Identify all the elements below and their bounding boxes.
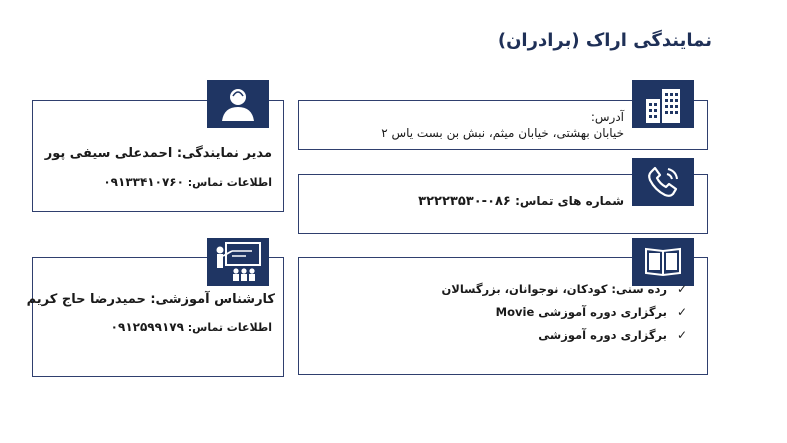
expert-contact-value[interactable]: ۰۹۱۲۵۹۹۱۷۹	[110, 320, 184, 334]
services-list	[441, 277, 687, 346]
manager-contact-value[interactable]: ۰۹۱۳۳۴۱۰۷۶۰	[103, 175, 184, 189]
expert-contact-label: اطلاعات تماس:	[187, 321, 272, 334]
phone-label: شماره های تماس:	[515, 194, 624, 208]
building-icon	[643, 85, 683, 123]
manager-name: مدیر نمایندگی: احمدعلی سیفی پور	[44, 146, 272, 161]
manager-badge	[207, 80, 269, 128]
manager-contact	[103, 175, 272, 189]
expert-contact	[111, 320, 272, 334]
check-icon: ✓	[676, 327, 687, 342]
address-value: خیابان بهشتی، خیابان میثم، نبش بن بست یاس ۲	[381, 126, 624, 140]
phone-icon	[645, 164, 681, 200]
phone-row	[418, 194, 624, 209]
person-icon	[218, 86, 258, 122]
page-title: نمایندگی اراک (برادران)	[497, 30, 712, 51]
phone-number[interactable]: ۰۸۶-۳۲۲۲۳۵۳۰	[418, 194, 511, 209]
address-label: آدرس:	[590, 110, 624, 124]
address-badge	[632, 80, 694, 128]
expert-name: کارشناس آموزشی: حمیدرضا حاج کریم	[26, 292, 275, 307]
list-item: ✓ رده سنی: کودکان، نوجوانان، بزرگسالان	[441, 281, 687, 296]
teacher-icon	[212, 241, 264, 283]
check-icon: ✓	[676, 304, 687, 319]
manager-contact-label: اطلاعات تماس:	[187, 176, 272, 189]
list-item: ✓ برگزاری دوره آموزشی	[538, 327, 687, 342]
check-icon: ✓	[676, 281, 687, 296]
book-icon	[643, 245, 683, 279]
phone-badge	[632, 158, 694, 206]
list-item: ✓ برگزاری دوره آموزشی Movie	[495, 304, 687, 319]
expert-badge	[207, 238, 269, 286]
